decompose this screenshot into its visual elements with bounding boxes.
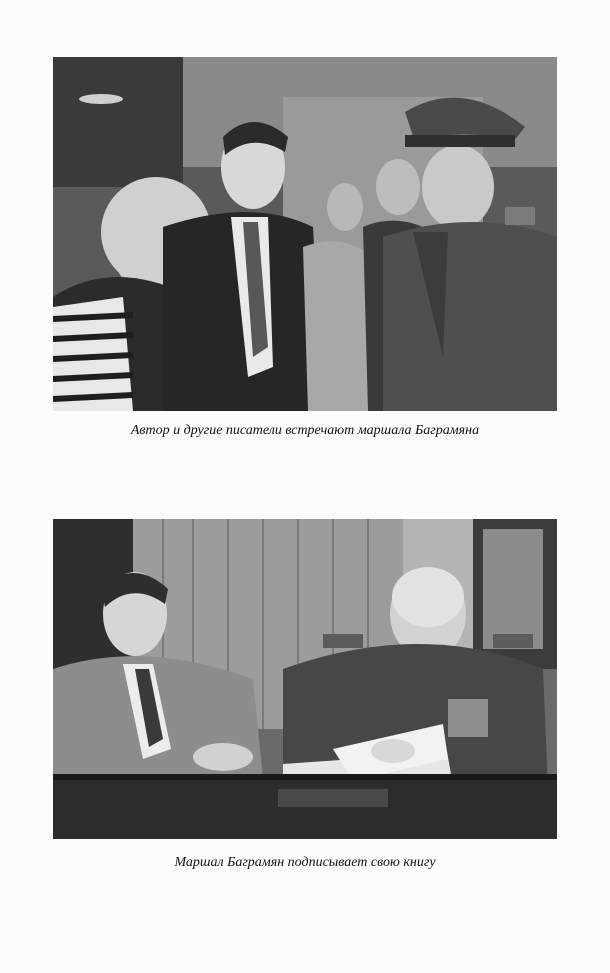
photo-1-image [53, 57, 557, 411]
photo-2-image [53, 519, 557, 839]
photo-2-caption: Маршал Баграмян подписывает свою книгу [174, 855, 436, 870]
photo-1-caption: Автор и другие писатели встречают маршала Баграмяна [130, 423, 480, 438]
